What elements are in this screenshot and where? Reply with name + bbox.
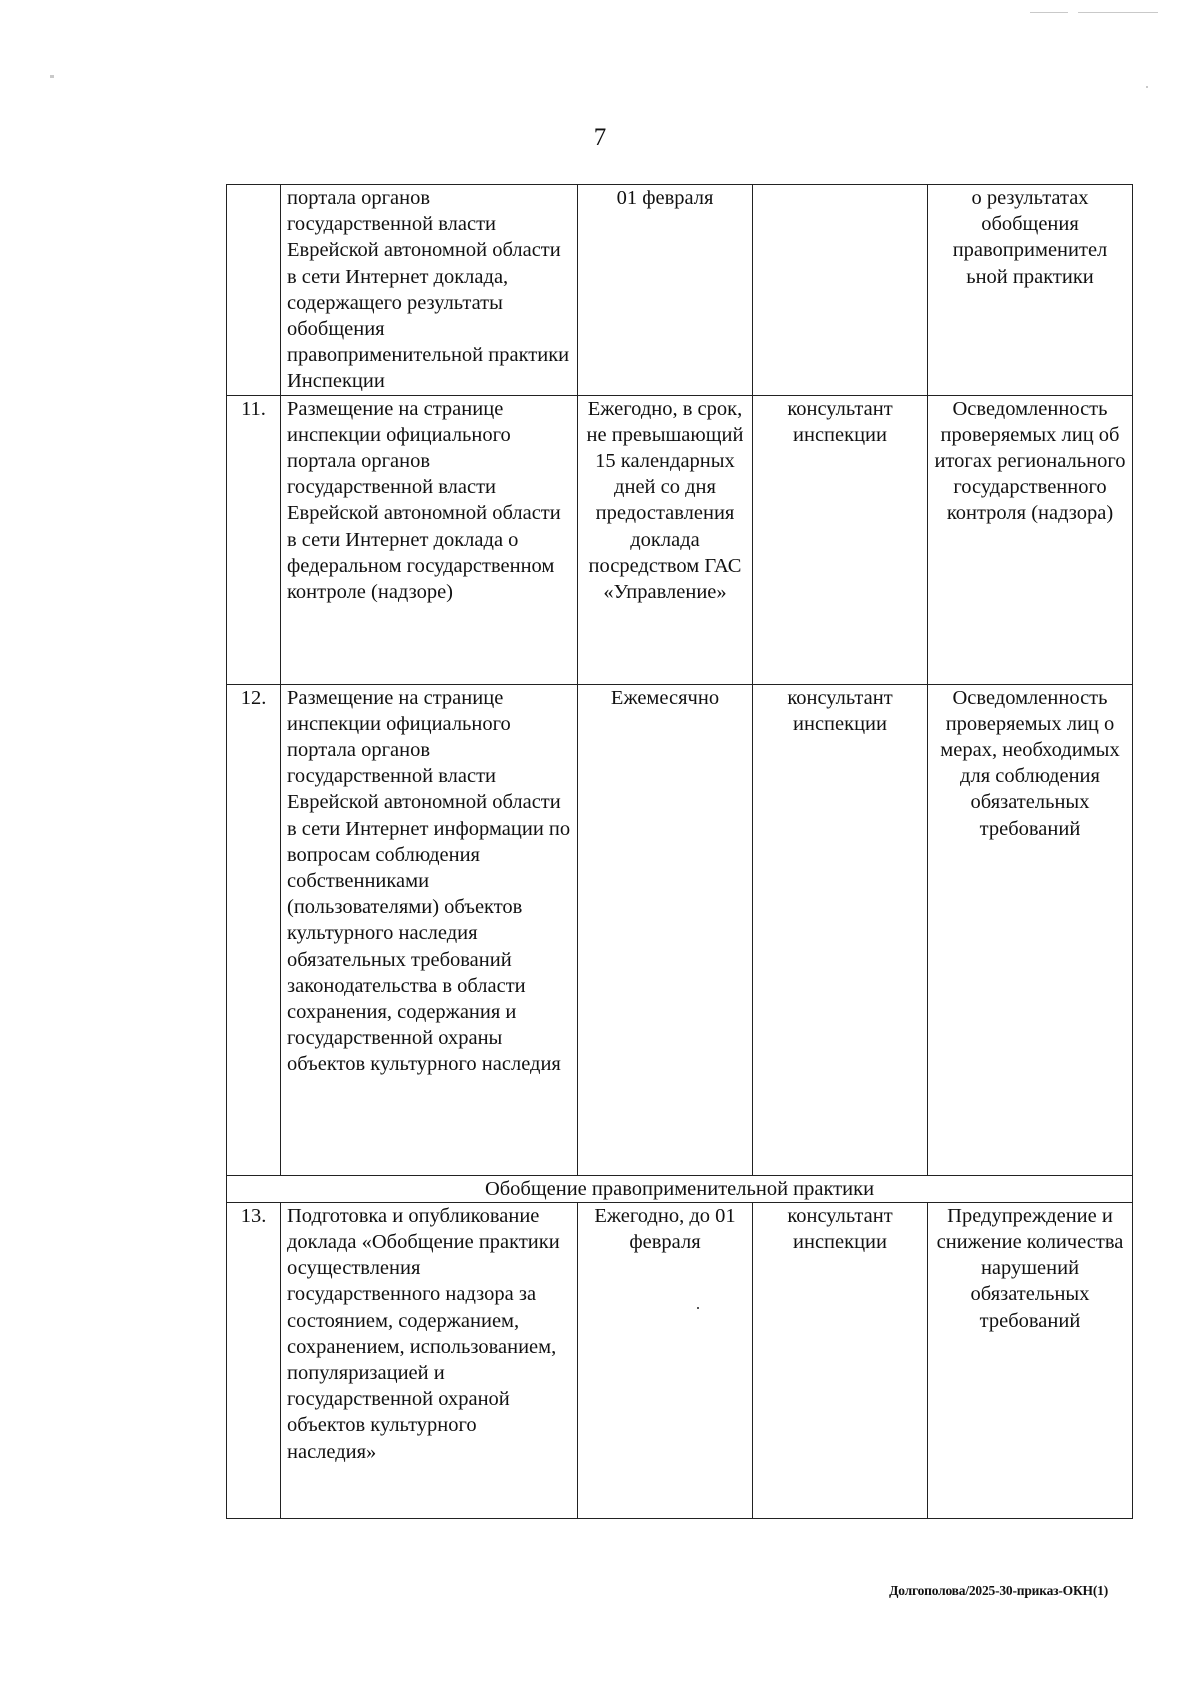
row-number: 12. [227,684,281,1175]
row-number [227,185,281,396]
row-action: портала органов государственной власти Еврейской автономной области в сети Интернет доклада, содержащего результаты обобщения правоприменительной практики Инспекции [281,185,578,396]
scan-artifact-dot [697,1307,699,1309]
section-heading-row [227,1175,1133,1202]
scan-artifact-dot [50,75,54,78]
row-responsible [753,185,928,396]
row-action: Размещение на странице инспекции официального портала органов государственной власти Еврейской автономной области в сети Интернет доклада о федеральном государственном контроле (надзоре) [281,395,578,684]
row-term: Ежегодно, до 01 февраля [578,1202,753,1518]
table-row [227,185,1133,396]
scan-artifact-line [1030,12,1068,13]
scan-artifact-dot [1146,86,1148,88]
row-term: Ежегодно, в срок, не превышающий 15 календарных дней со дня предоставления доклада посредством ГАС «Управление» [578,395,753,684]
document-footer-id: Долгополова/2025-30-приказ-ОКН(1) [889,1583,1108,1598]
section-heading: Обобщение правоприменительной практики [227,1175,1133,1202]
table-row [227,684,1133,1175]
row-term: 01 февраля [578,185,753,396]
row-result: Осведомленность проверяемых лиц об итогах регионального государственного контроля (надзора) [928,395,1133,684]
page-number: 7 [593,124,607,151]
scan-artifact-line [1078,12,1158,13]
table-row [227,395,1133,684]
row-result: Предупреждение и снижение количества нарушений обязательных требований [928,1202,1133,1518]
table-row [227,1202,1133,1518]
row-result: Осведомленность проверяемых лиц о мерах, необходимых для соблюдения обязательных требований [928,684,1133,1175]
row-term: Ежемесячно [578,684,753,1175]
row-number: 13. [227,1202,281,1518]
action-plan-table [226,184,1133,1519]
row-result: о результатах обобщения правоприменител ьной практики [928,185,1133,396]
row-responsible: консультант инспекции [753,1202,928,1518]
row-responsible: консультант инспекции [753,395,928,684]
row-action: Размещение на странице инспекции официального портала органов государственной власти Еврейской автономной области в сети Интернет информации по вопросам соблюдения собственниками (пользователями) объектов культурного наследия обязательных требований законодательства в области сохранения, содержания и государственной охраны объектов культурного наследия [281,684,578,1175]
row-number: 11. [227,395,281,684]
row-action: Подготовка и опубликование доклада «Обобщение практики осуществления государственного надзора за состоянием, содержанием, сохранением, использованием, популяризацией и государственной охраной объектов культурного наследия» [281,1202,578,1518]
row-responsible: консультант инспекции [753,684,928,1175]
